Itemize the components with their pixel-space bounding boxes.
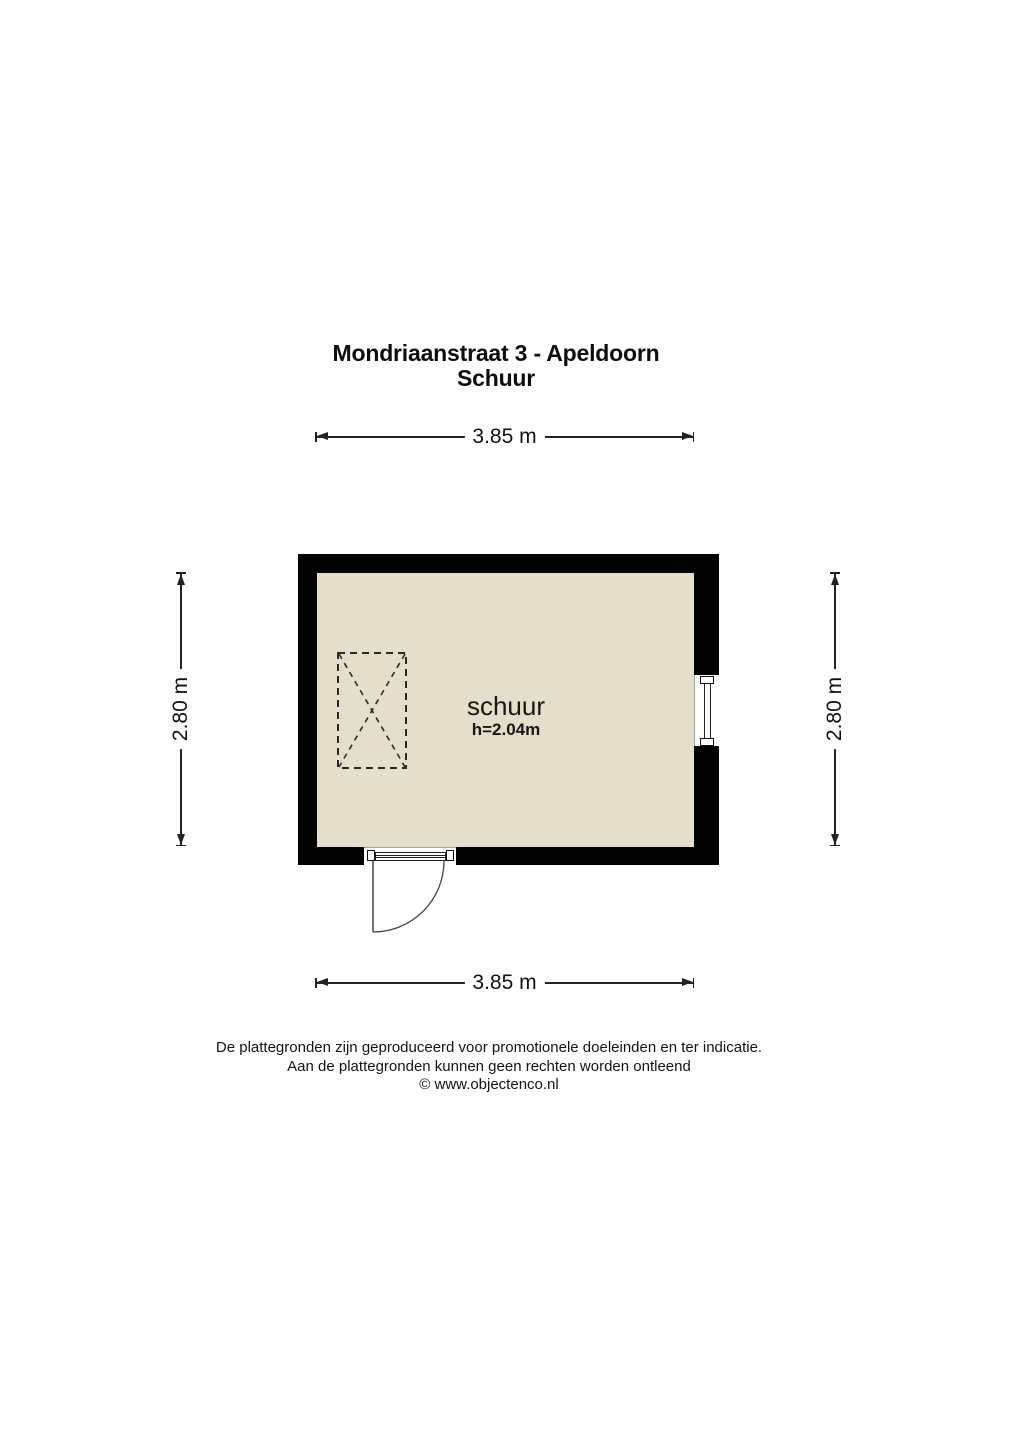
dimension-top-label: 3.85 m: [464, 425, 544, 449]
arrow-down-icon: [831, 834, 839, 845]
arrow-end-tick: [693, 432, 695, 443]
arrow-right-icon: [682, 978, 693, 986]
dimension-left-label: 2.80 m: [169, 669, 193, 749]
dimension-bottom: [315, 971, 694, 994]
dimension-bottom-label: 3.85 m: [464, 971, 544, 995]
arrow-left-icon: [317, 978, 328, 986]
disclaimer-line: De plattegronden zijn geproduceerd voor promotionele doeleinden en ter indicatie.: [215, 1039, 763, 1056]
window-glazing-line: [704, 684, 706, 738]
arrow-end-tick: [693, 978, 695, 989]
hatch-symbol: [336, 651, 408, 770]
dimension-top: [315, 425, 694, 448]
title-floor-name: Schuur: [456, 365, 536, 391]
arrow-up-icon: [177, 574, 185, 585]
footer-disclaimer: [89, 1039, 889, 1095]
room-height-label: h=2.04m: [471, 720, 541, 739]
arrow-end-tick: [176, 845, 187, 847]
arrow-right-icon: [682, 432, 693, 440]
arrow-down-icon: [177, 834, 185, 845]
disclaimer-line: Aan de plattegronden kunnen geen rechten worden ontleend: [287, 1057, 691, 1075]
arrow-end-tick: [830, 845, 841, 847]
dimension-right-label: 2.80 m: [823, 669, 847, 749]
page-title: [96, 341, 896, 391]
window-jamb: [700, 676, 714, 684]
window: [694, 675, 719, 746]
door-swing-arc: [340, 855, 470, 955]
dimension-left: [169, 572, 192, 846]
arrow-up-icon: [831, 574, 839, 585]
room-name: schuur: [466, 691, 546, 721]
copyright-line: © www.objectenco.nl: [419, 1076, 559, 1093]
window-jamb: [700, 738, 714, 746]
title-address: Mondriaanstraat 3 - Apeldoorn: [332, 340, 660, 366]
room-label: [406, 693, 606, 739]
window-glazing-line: [710, 684, 712, 738]
arrow-left-icon: [317, 432, 328, 440]
dimension-right: [823, 572, 846, 846]
